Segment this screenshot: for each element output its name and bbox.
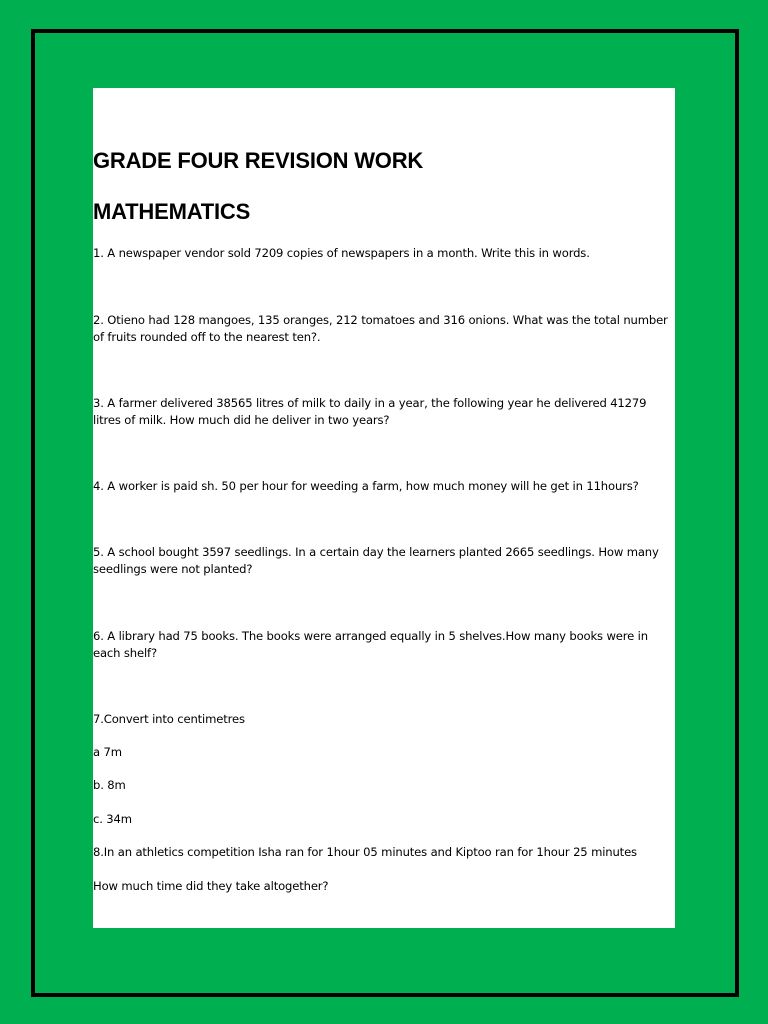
question-4: 4. A worker is paid sh. 50 per hour for weeding a farm, how much money will he get in 11hours? (93, 479, 639, 493)
question-8-followup: How much time did they take altogether? (93, 879, 329, 893)
subject-heading: MATHEMATICS (93, 199, 251, 224)
question-7b: b. 8m (93, 778, 126, 792)
question-8: 8.In an athletics competition Isha ran for 1hour 05 minutes and Kiptoo ran for 1hour 25 minutes (93, 845, 637, 859)
question-2: 2. Otieno had 128 mangoes, 135 oranges, 212 tomatoes and 316 onions. What was the total number of fruits rounded off to the nearest ten?. (93, 313, 668, 344)
question-7c: c. 34m (93, 812, 132, 826)
question-7: 7.Convert into centimetres (93, 712, 245, 726)
document-title: GRADE FOUR REVISION WORK (93, 148, 424, 173)
question-6: 6. A library had 75 books. The books were arranged equally in 5 shelves.How many books were in each shelf? (93, 629, 648, 660)
question-1: 1. A newspaper vendor sold 7209 copies of newspapers in a month. Write this in words. (93, 246, 590, 260)
document-page (93, 88, 675, 928)
question-3: 3. A farmer delivered 38565 litres of milk to daily in a year, the following year he delivered 41279 litres of milk. How much did he deliver in two years? (93, 396, 647, 427)
question-5: 5. A school bought 3597 seedlings. In a certain day the learners planted 2665 seedlings. How many seedlings were not planted? (93, 545, 659, 576)
question-7a: a 7m (93, 745, 122, 759)
